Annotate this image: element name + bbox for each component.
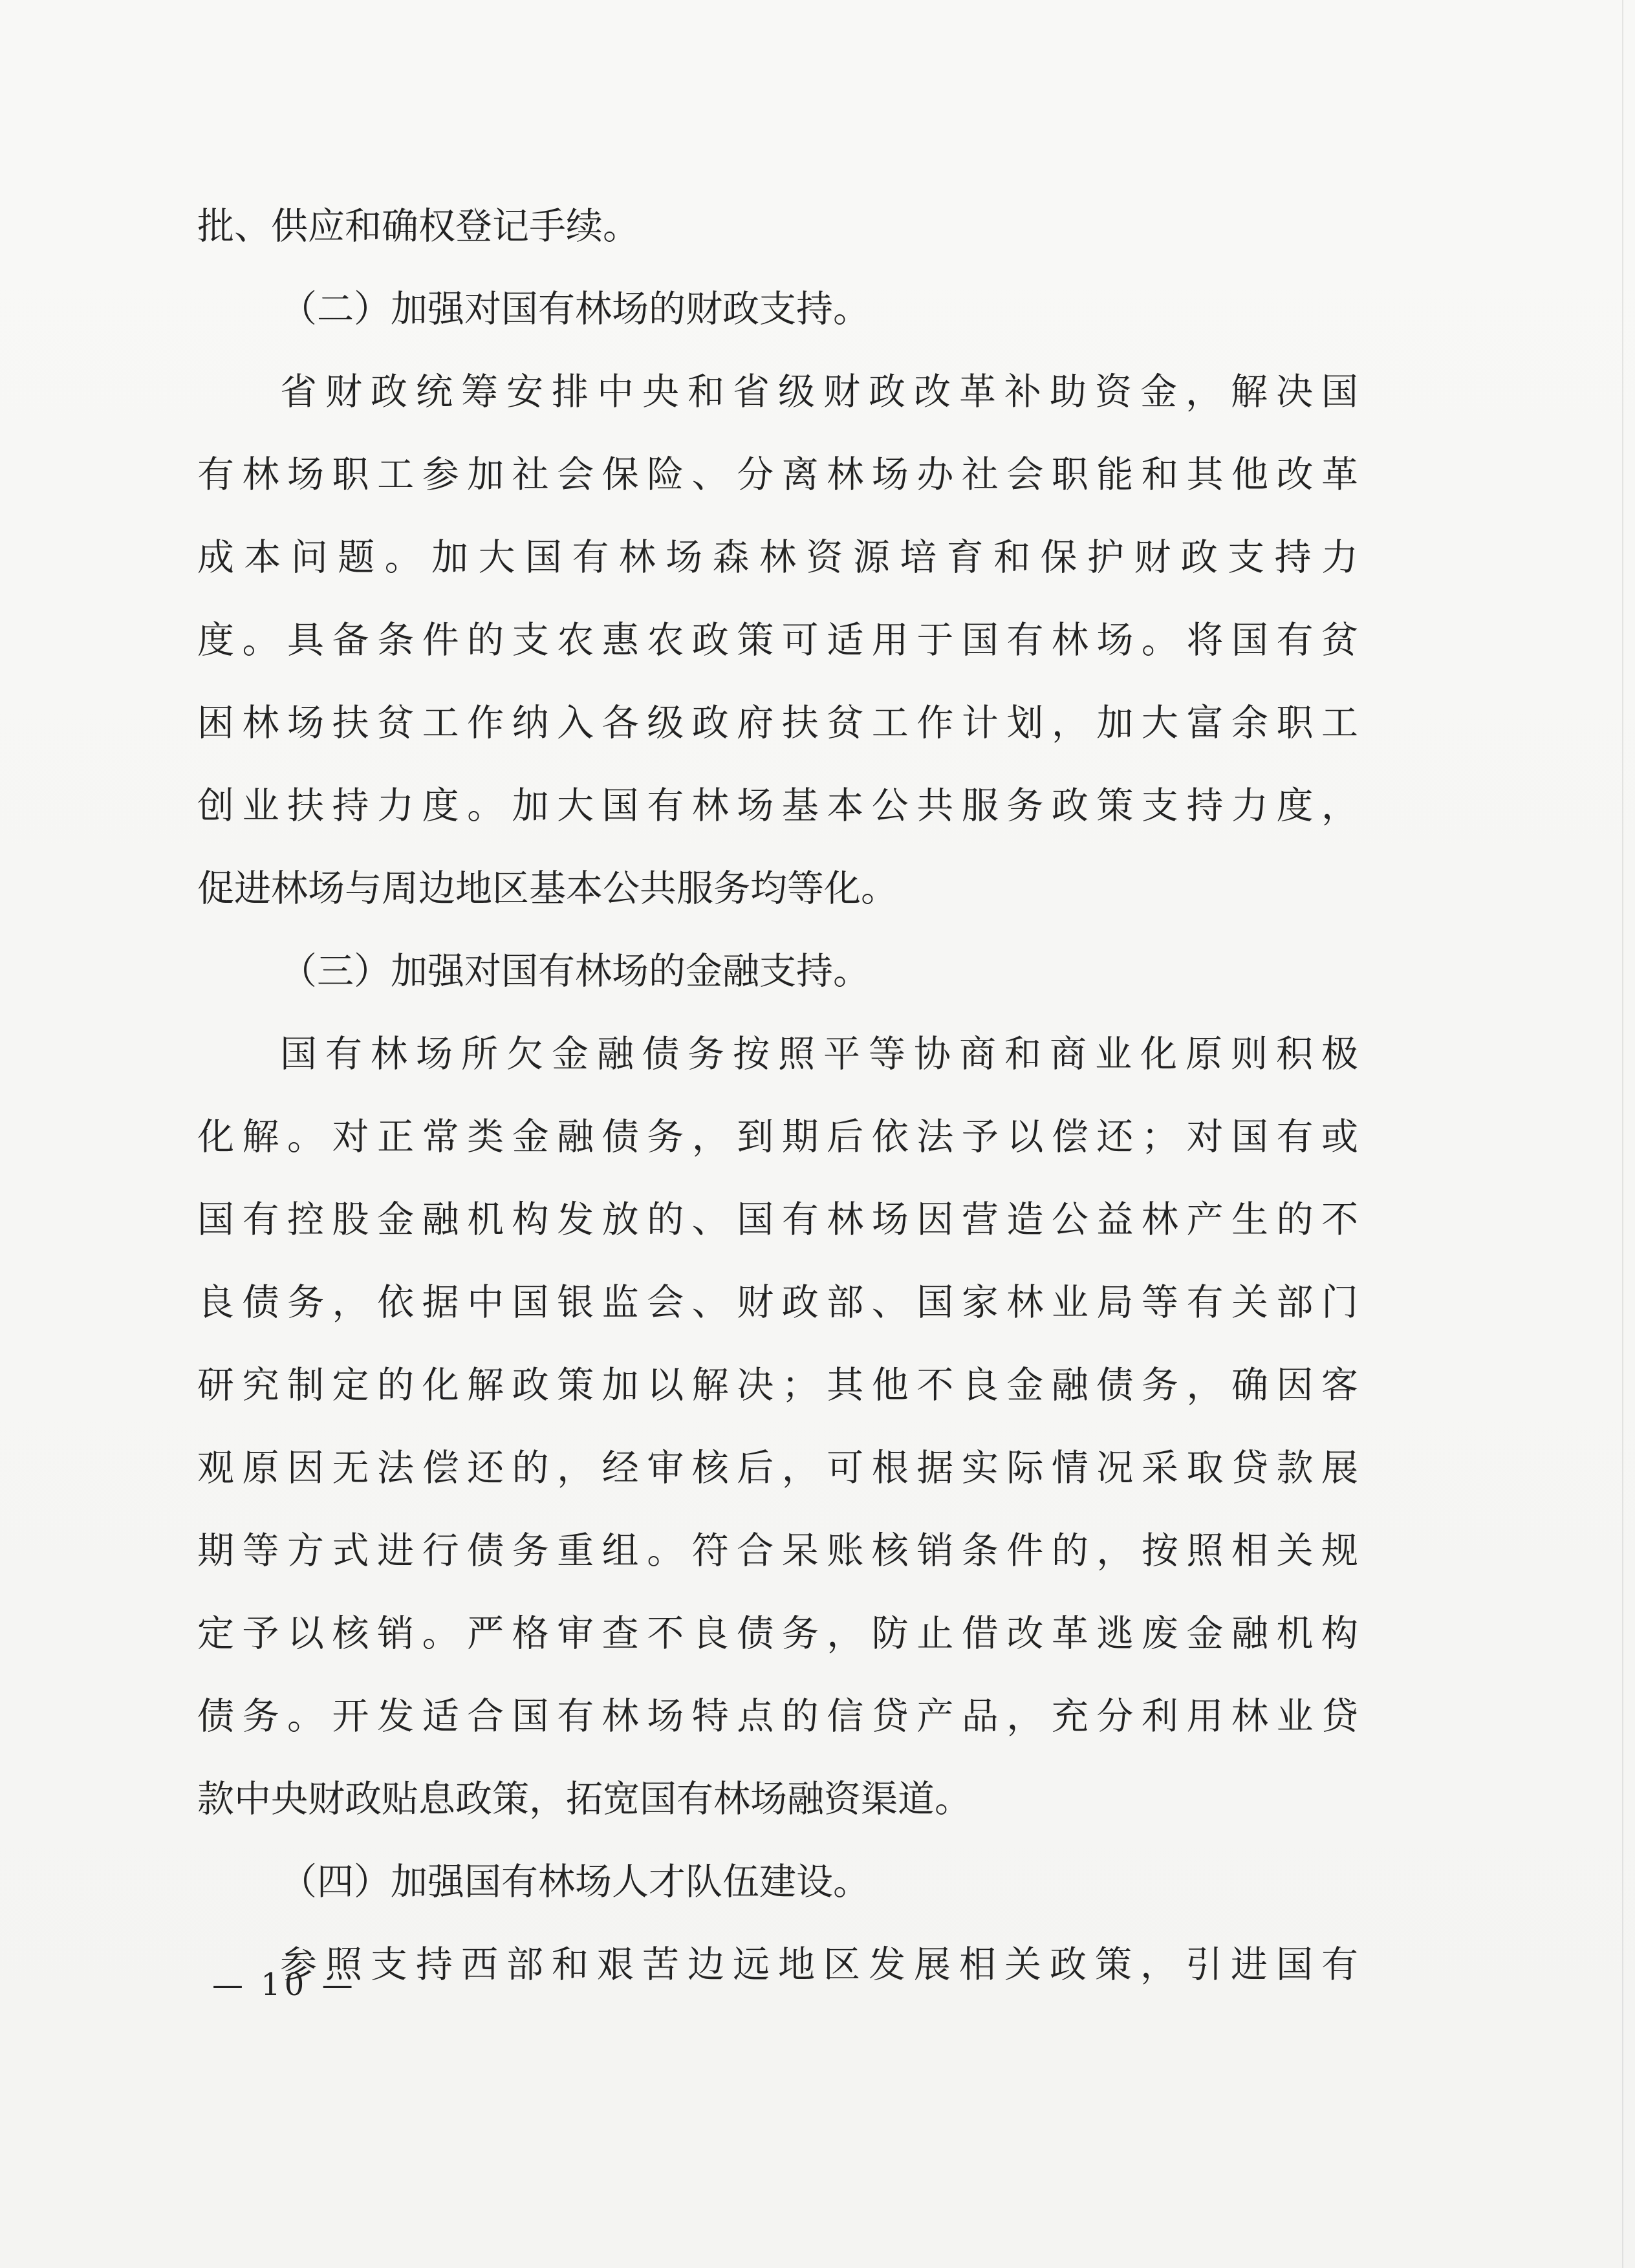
text-line-1: 批、供应和确权登记手续。 [197,205,640,248]
paragraph-start-line: 省财政统筹安排中央和省级财政改革补助资金，解决国 [280,371,1358,413]
text-line-9: 促进林场与周边地区基本公共服务均等化。 [197,867,898,910]
scan-edge-line [1622,0,1623,2268]
text-line-17: 期等方式进行债务重组。符合呆账核销条件的，按照相关规 [197,1529,1358,1572]
text-line-4: 有林场职工参加社会保险、分离林场办社会职能和其他改革 [197,453,1358,496]
section-heading-3: （三）加强对国有林场的金融支持。 [280,950,870,993]
paragraph-start-line: 参照支持西部和艰苦边远地区发展相关政策，引进国有 [280,1943,1358,1986]
text-line-15: 研究制定的化解政策加以解决；其他不良金融债务，确因客 [197,1364,1358,1407]
page-number: — 10 — [212,1967,357,2003]
paragraph-start-line: 国有林场所欠金融债务按照平等协商和商业化原则积极 [280,1033,1358,1075]
text-line-18: 定予以核销。严格审查不良债务，防止借改革逃废金融机构 [197,1612,1358,1655]
text-line-5: 成本问题。加大国有林场森林资源培育和保护财政支持力 [197,536,1358,579]
text-line-12: 化解。对正常类金融债务，到期后依法予以偿还；对国有或 [197,1116,1358,1158]
text-line-20: 款中央财政贴息政策，拓宽国有林场融资渠道。 [197,1778,971,1820]
text-line-7: 困林场扶贫工作纳入各级政府扶贫工作计划，加大富余职工 [197,702,1358,744]
text-line-19: 债务。开发适合国有林场特点的信贷产品，充分利用林业贷 [197,1695,1358,1738]
section-heading-2: （二）加强对国有林场的财政支持。 [280,288,870,330]
text-line-6: 度。具备条件的支农惠农政策可适用于国有林场。将国有贫 [197,619,1358,662]
text-line-8: 创业扶持力度。加大国有林场基本公共服务政策支持力度， [197,784,1358,827]
text-line-13: 国有控股金融机构发放的、国有林场因营造公益林产生的不 [197,1198,1358,1241]
section-heading-4: （四）加强国有林场人才队伍建设。 [280,1861,870,1903]
text-line-16: 观原因无法偿还的，经审核后，可根据实际情况采取贷款展 [197,1447,1358,1489]
text-line-14: 良债务，依据中国银监会、财政部、国家林业局等有关部门 [197,1281,1358,1324]
